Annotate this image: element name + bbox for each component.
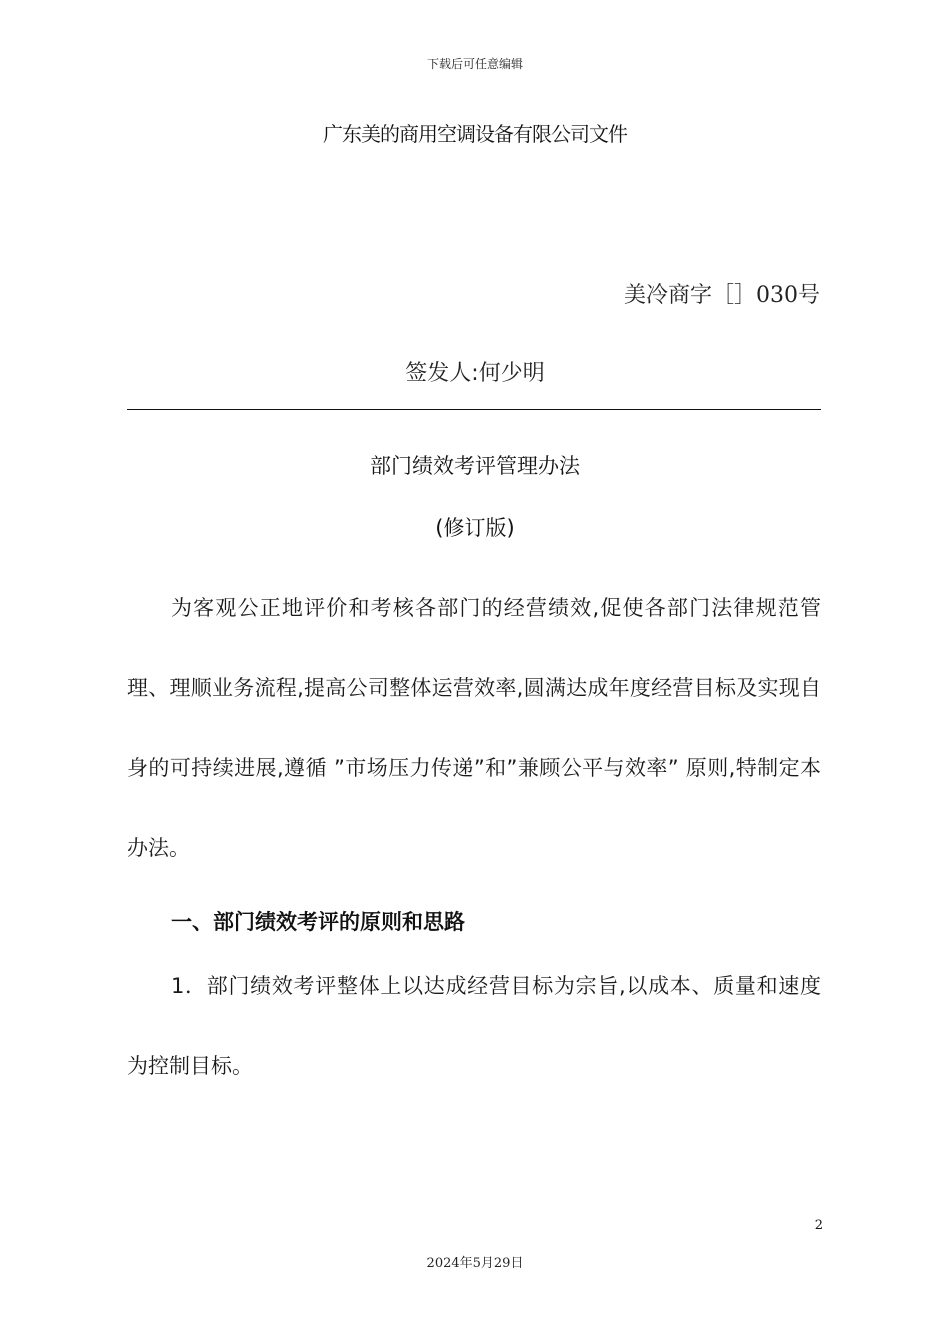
section-heading-1: 一、部门绩效考评的原则和思路 bbox=[171, 910, 465, 934]
header-divider bbox=[127, 409, 821, 410]
page-number: 2 bbox=[814, 1218, 823, 1233]
list-item-1: 1．部门绩效考评整体上以达成经营目标为宗旨,以成本、质量和速度为控制目标。 bbox=[127, 974, 821, 1078]
document-title: 部门绩效考评管理办法 bbox=[370, 454, 580, 478]
document-number bbox=[624, 278, 820, 309]
document-number-unit: 号 bbox=[797, 283, 820, 308]
company-file-title: 广东美的商用空调设备有限公司文件 bbox=[323, 122, 627, 146]
document-number-value: ］030 bbox=[733, 283, 798, 308]
header-note: 下载后可任意编辑 bbox=[426, 57, 523, 71]
intro-paragraph: 为客观公正地评价和考核各部门的经营绩效,促使各部门法律规范管理、理顺业务流程,提高公司整体运营效率,圆满达成年度经营目标及实现自身的可持续进展,遵循 ”市场压力传递”和”兼顾公平与效率” 原则,特制定本办法。 bbox=[127, 596, 821, 860]
footer-date: 2024年5月29日 bbox=[426, 1256, 524, 1271]
signer-line: 签发人:何少明 bbox=[405, 361, 545, 386]
document-number-prefix: 美冷商字［ bbox=[623, 283, 734, 308]
document-subtitle: (修订版) bbox=[435, 516, 515, 540]
